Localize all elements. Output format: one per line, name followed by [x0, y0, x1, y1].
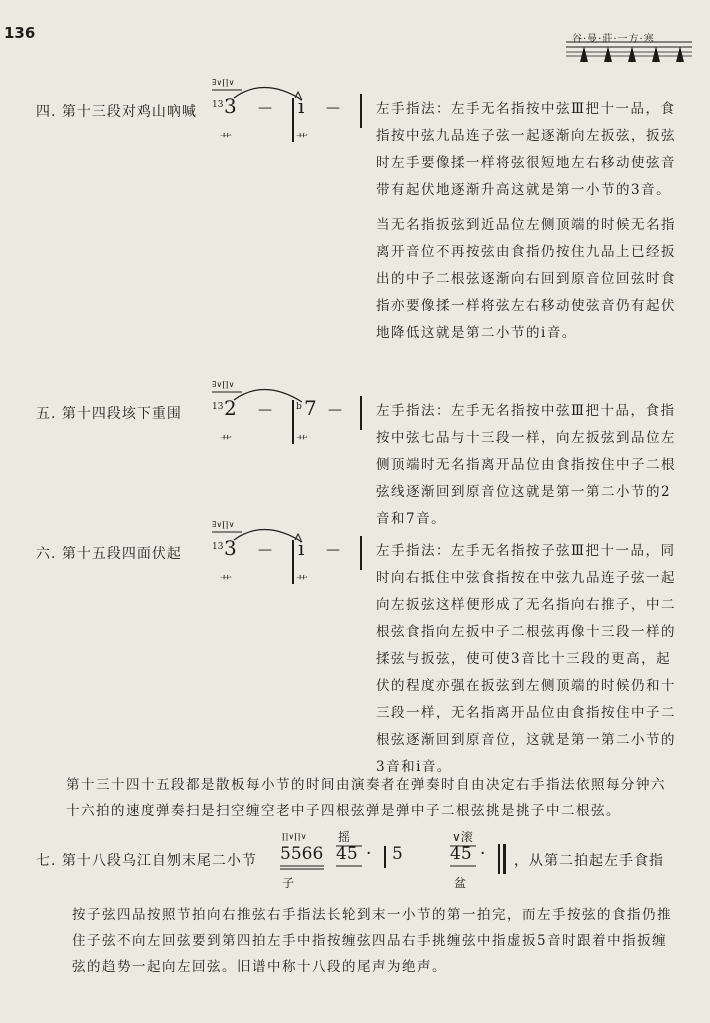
strum-mark: ∏∨∏∨ — [282, 832, 307, 841]
section-7-heading — [36, 850, 257, 870]
section-7-notation — [276, 826, 516, 896]
section-5-heading — [36, 403, 182, 423]
under-mark-d: 盆 — [454, 876, 467, 890]
section-6-divider — [360, 536, 362, 570]
strum-mark: ∃∨∏∨ — [212, 380, 235, 389]
section-7-number: 七. — [36, 853, 57, 869]
desc-paragraph: 左手指法：左手无名指按子弦Ⅲ把十一品，同时向右抵住中弦食指按在中弦九品连子弦一起向左扳弦这样便形成了无名指向右推子，中二根弦食指向左扳中子二根弦再像十三段一样的揉弦与扳弦，使可使3音比十三段的更高，起伏的程度亦强在扳弦到左侧顶端的时候仍和十三段一样，无名指离开品位由食指按住中子二根弦逐渐回到原音位，这就是第一第二小节的3音和i音。 — [376, 543, 676, 775]
technique-mark-1: 艹 — [220, 434, 233, 448]
flat-sign: b — [296, 402, 302, 412]
section-5-title: 第十四段垓下重围 — [61, 406, 182, 422]
header-text: 谷·曼·莊·一方·寒 — [572, 34, 655, 45]
barline — [292, 540, 294, 584]
note-2: i — [298, 94, 305, 118]
section-5-divider — [360, 396, 362, 430]
final-barline-thin — [498, 844, 500, 874]
desc-paragraph: 左手指法：左手无名指按中弦Ⅲ把十一品，食指按中弦九品连子弦一起逐渐向左扳弦，扳弦时左手要像揉一样将弦很短地左右移动使弦音带有起伏地逐渐升高这就是第一小节的3音。 — [376, 101, 676, 198]
dash-2: — — [328, 402, 342, 418]
section-4-heading — [36, 101, 197, 121]
technique-mark-2: 艹 — [296, 132, 309, 146]
technique-mark-d: ∨滚 — [452, 830, 473, 844]
note-1: 3 — [224, 94, 237, 118]
final-barline-thick — [503, 844, 506, 874]
dot-1: · — [366, 844, 372, 864]
desc-paragraph: 左手指法：左手无名指按中弦Ⅲ把十品，食指按中弦七品与十三段一样，向左扳弦到品位左侧顶端时无名指离开品位由食指按住中子二根弦线逐渐回到原音位这就是第一第二小节的2音和7音。 — [376, 403, 676, 527]
notes-5566: 5566 — [280, 844, 324, 864]
notes-45: 45 — [336, 844, 358, 864]
note-1: 3 — [224, 536, 237, 560]
string-number: 13 — [212, 542, 224, 552]
section-6-description — [376, 538, 676, 789]
section-4-title: 第十三段对鸡山吶喊 — [61, 104, 197, 120]
dot-2: · — [480, 844, 486, 864]
section-6-heading — [36, 543, 182, 563]
note-1: 2 — [224, 396, 237, 420]
under-mark-a: 子 — [282, 876, 295, 890]
section-4-description — [376, 96, 676, 355]
notes-45-b: 45 — [450, 844, 472, 864]
strum-mark: ∃∨∏∨ — [212, 520, 235, 529]
section-5-notation — [204, 380, 374, 450]
section-4-notation — [204, 78, 374, 148]
section-5-number: 五. — [36, 406, 57, 422]
technique-mark-b: 摇 — [338, 830, 351, 844]
barline — [384, 846, 386, 868]
string-number: 13 — [212, 402, 224, 412]
dash-1: — — [258, 542, 272, 558]
section-5-description — [376, 398, 676, 541]
section-4-number: 四. — [36, 104, 57, 120]
dash-1: — — [258, 100, 272, 116]
section-6-number: 六. — [36, 546, 57, 562]
section-6-notation — [204, 520, 374, 590]
header-ornament — [566, 30, 692, 64]
paragraph-ending-note: 按子弦四品按照节拍向右推弦右手指法长轮到末一小节的第一拍完，而左手按弦的食指仍推住子弦不向左回弦要到第四拍左手中指按缠弦四品右手挑缠弦中指虚扳5音时跟着中指扳缠弦的趋势一起向左回弦。旧谱中称十八段的尾声为绝声。 — [72, 907, 672, 975]
dash-2: — — [326, 542, 340, 558]
technique-mark-2: 艹 — [296, 434, 309, 448]
section-7-tail-text: ，从第二拍起左手食指 — [514, 853, 664, 869]
desc-paragraph: 当无名指扳弦到近品位左侧顶端的时候无名指离开音位不再按弦由食指仍按住九品上已经扳出的中子二根弦逐渐向右回到原音位回弦时食指亦要像揉一样将弦左右移动使弦音仍有起伏地降低这就是第二小节的i音。 — [376, 217, 676, 341]
dash-2: — — [326, 100, 340, 116]
note-2: i — [298, 536, 305, 560]
page-number: 136 — [4, 24, 36, 42]
strum-mark: ∃∨∏∨ — [212, 78, 235, 87]
string-number: 13 — [212, 100, 224, 110]
barline — [292, 400, 294, 444]
section-4-divider — [360, 94, 362, 128]
section-6-title: 第十五段四面伏起 — [61, 546, 182, 562]
barline — [292, 98, 294, 142]
technique-mark-1: 艹 — [220, 132, 233, 146]
technique-mark-2: 艹 — [296, 574, 309, 588]
paragraph-tempo-note: 第十三十四十五段都是散板每小节的时间由演奏者在弹奏时自由决定右手指法依照每分钟六十六拍的速度弹奏扫是扫空缠空老中子四根弦弹是弹中子二根弦挑是挑子中二根弦。 — [66, 777, 666, 819]
technique-mark-1: 艹 — [220, 574, 233, 588]
note-5: 5 — [392, 844, 403, 864]
section-7-title: 第十八段乌江自刎末尾二小节 — [61, 853, 257, 869]
note-2: 7 — [304, 396, 317, 420]
header-decoration — [566, 30, 692, 64]
dash-1: — — [258, 402, 272, 418]
